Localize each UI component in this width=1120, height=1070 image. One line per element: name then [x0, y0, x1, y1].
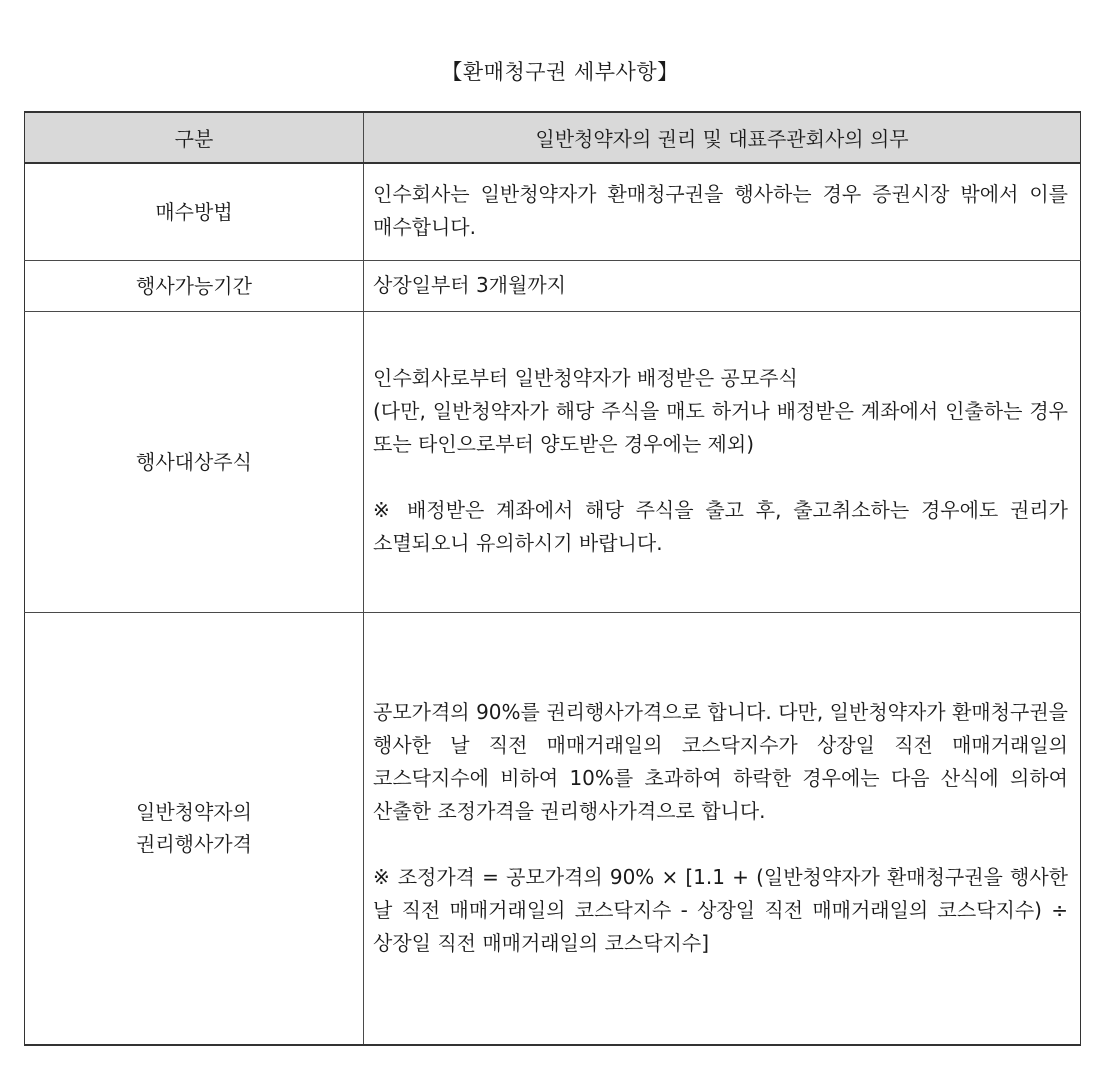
- row-category-eligible-shares: 행사대상주식: [25, 311, 364, 612]
- eligible-shares-text: 인수회사로부터 일반청약자가 배정받은 공모주식: [373, 366, 798, 390]
- exercise-price-text: 공모가격의 90%를 권리행사가격으로 합니다. 다만, 일반청약자가 환매청구권을 행사한 날 직전 매매거래일의 코스닥지수가 상장일 직전 매매거래일의 코스닥지수에 비하여 10%를 초과하여 하락한 경우에는 다음 산식에 의하여 산출한 조정가격을 권리행사가격으로 합니다.: [373, 699, 1069, 823]
- eligible-shares-notice-text: ※ 배정받은 계좌에서 해당 주식을 출고 후, 출고취소하는 경우에도 권리가 소멸되오니 유의하시기 바랍니다.: [373, 498, 1068, 555]
- exercise-price-category-line-1: 일반청약자의: [136, 800, 252, 825]
- row-description-exercise-price: [364, 612, 1081, 1045]
- exercise-price-category-line-2: 권리행사가격: [136, 832, 252, 857]
- row-category-exercise-price: [25, 612, 364, 1045]
- adjusted-price-formula-text: ※ 조정가격 = 공모가격의 90% × [1.1 + (일반청약자가 환매청구권을 행사한 날 직전 매매거래일의 코스닥지수 - 상장일 직전 매매거래일의 코스닥지수) ÷ 상장일 직전 매매거래일의 코스닥지수]: [373, 864, 1068, 955]
- table-row-purchase-method: [25, 163, 1081, 260]
- redemption-right-details-table: [24, 111, 1081, 1046]
- header-description: 일반청약자의 권리 및 대표주관회사의 의무: [364, 112, 1081, 163]
- table-row-exercise-price: [25, 612, 1081, 1045]
- row-category-purchase-method: 매수방법: [25, 163, 364, 260]
- table-row-exercise-period: [25, 260, 1081, 311]
- header-category: 구분: [25, 112, 364, 163]
- eligible-shares-exception-text: (다만, 일반청약자가 해당 주식을 매도 하거나 배정받은 계좌에서 인출하는 경우 또는 타인으로부터 양도받은 경우에는 제외): [373, 399, 1068, 456]
- row-description-purchase-method: 인수회사는 일반청약자가 환매청구권을 행사하는 경우 증권시장 밖에서 이를 매수합니다.: [364, 163, 1081, 260]
- row-description-exercise-period: 상장일부터 3개월까지: [364, 260, 1081, 311]
- table-header-row: [25, 112, 1081, 163]
- table-row-eligible-shares: [25, 311, 1081, 612]
- document-title: 【환매청구권 세부사항】: [441, 60, 679, 84]
- row-category-exercise-period: 행사가능기간: [25, 260, 364, 311]
- row-description-eligible-shares: [364, 311, 1081, 612]
